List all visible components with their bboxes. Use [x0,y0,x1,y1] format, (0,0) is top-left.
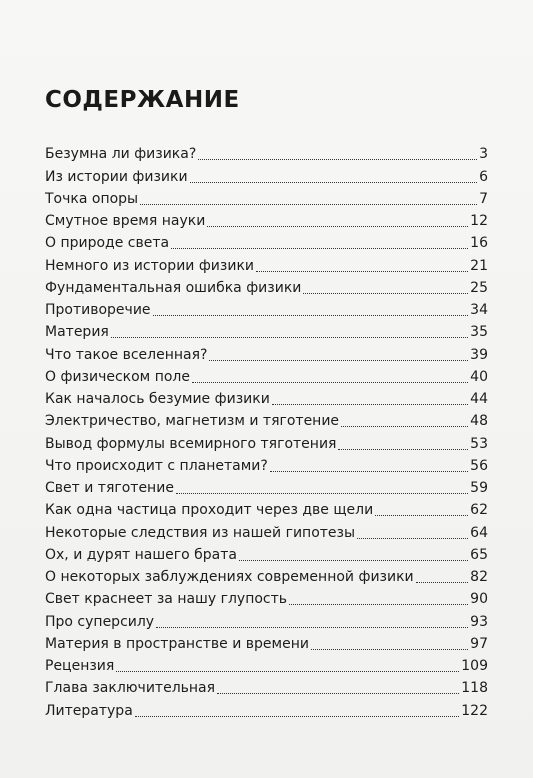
toc-entry [45,697,488,719]
dot-leader [375,514,468,516]
toc-entry [45,608,488,630]
toc-entry-page-number: 65 [470,546,488,563]
toc-entry [45,453,488,475]
toc-entry-page-number: 35 [470,324,488,341]
page-title: СОДЕРЖАНИЕ [45,87,240,113]
toc-entry-page-number: 118 [461,680,488,697]
toc-entry-title: О природе света [45,235,170,252]
dot-leader [289,603,468,605]
toc-entry-title: Как одна частица проходит через две щели [45,502,374,519]
toc-entry-title: О физическом поле [45,368,190,385]
toc-entry [45,275,488,297]
toc-entry-page-number: 53 [470,435,488,452]
toc-entry [45,141,488,163]
toc-entry-title: Из истории физики [45,168,188,185]
toc-entry-title: Безумна ли физика? [45,146,197,163]
dot-leader [192,381,468,383]
toc-entry-page-number: 34 [470,302,488,318]
toc-entry-page-number: 122 [461,702,488,719]
dot-leader [357,537,468,539]
dot-leader [190,181,477,183]
toc-entry-page-number: 59 [470,480,488,496]
toc-entry-page-number: 16 [470,235,488,252]
toc-entry-page-number: 93 [470,613,488,630]
toc-entry-title: Ох, и дурят нашего брата [45,546,237,563]
toc-entry [45,341,488,363]
dot-leader [416,581,469,583]
toc-entry [45,163,488,185]
toc-entry-title: Электричество, магнетизм и тяготение [45,413,340,430]
toc-entry-page-number: 3 [479,146,488,163]
toc-entry-title: Литература [45,702,133,719]
toc-entry [45,586,488,608]
toc-entry-page-number: 44 [470,391,488,407]
toc-entry-title: Свет и тяготение [45,480,174,496]
toc-entry [45,675,488,697]
dot-leader [311,648,468,650]
dot-leader [341,425,468,427]
dot-leader [270,470,468,472]
toc-entry-title: Смутное время науки [45,213,206,229]
toc-entry-title: Что такое вселенная? [45,346,208,363]
toc-entry-page-number: 56 [470,457,488,474]
toc-entry [45,653,488,675]
toc-entry-title: О некоторых заблуждениях современной физики [45,569,414,585]
toc-entry [45,497,488,519]
dot-leader [176,492,468,494]
toc-entry-title: Материя [45,324,109,341]
dot-leader [156,626,468,628]
dot-leader [116,670,459,672]
toc-entry-page-number: 64 [470,524,488,541]
toc-entry-title: Противоречие [45,302,151,318]
toc-entry-title: Как началось безумие физики [45,391,270,407]
toc-entry-page-number: 12 [470,213,488,229]
toc-entry-title: Рецензия [45,658,115,674]
bleed-through-text [0,50,533,61]
dot-leader [256,270,468,272]
toc-entry-title: Про суперсилу [45,613,155,630]
toc-entry-title: Вывод формулы всемирного тяготения [45,435,337,452]
toc-entry-title: Фундаментальная ошибка физики [45,279,302,296]
toc-entry-page-number: 39 [470,346,488,363]
toc-entry-page-number: 90 [470,591,488,608]
toc-entry-page-number: 82 [470,569,488,585]
toc-entry-page-number: 25 [470,279,488,296]
toc-entry [45,475,488,497]
toc-entry-page-number: 21 [470,257,488,274]
toc-entry [45,631,488,653]
dot-leader [303,292,468,294]
table-of-contents [45,141,488,720]
dot-leader [111,336,468,338]
toc-entry [45,408,488,430]
toc-entry [45,208,488,230]
dot-leader [140,203,477,205]
toc-entry [45,364,488,386]
toc-entry-title: Немного из истории физики [45,257,255,274]
toc-entry [45,564,488,586]
dot-leader [217,692,459,694]
dot-leader [239,559,468,561]
toc-entry-title: Что происходит с планетами? [45,457,268,474]
toc-entry-title: Точка опоры [45,190,139,207]
toc-entry-title: Некоторые следствия из нашей гипотезы [45,524,356,541]
toc-entry-page-number: 62 [470,502,488,519]
toc-entry-title: Глава заключительная [45,680,216,697]
dot-leader [209,359,468,361]
toc-entry [45,319,488,341]
toc-entry [45,230,488,252]
dot-leader [135,715,459,717]
dot-leader [338,448,468,450]
toc-entry [45,430,488,452]
toc-entry [45,252,488,274]
toc-entry-page-number: 97 [470,635,488,652]
dot-leader [153,314,469,316]
toc-entry-page-number: 7 [479,190,488,207]
toc-entry-page-number: 6 [479,168,488,185]
toc-entry [45,519,488,541]
toc-entry [45,542,488,564]
dot-leader [198,158,477,160]
toc-entry-page-number: 48 [470,413,488,430]
toc-entry-title: Материя в пространстве и времени [45,635,309,652]
dot-leader [171,247,468,249]
dot-leader [272,403,468,405]
toc-entry-title: Свет краснеет за нашу глупость [45,591,288,608]
toc-entry [45,386,488,408]
toc-entry-page-number: 40 [470,368,488,385]
toc-entry [45,297,488,319]
toc-entry-page-number: 109 [461,658,488,674]
dot-leader [207,225,468,227]
toc-entry [45,186,488,208]
